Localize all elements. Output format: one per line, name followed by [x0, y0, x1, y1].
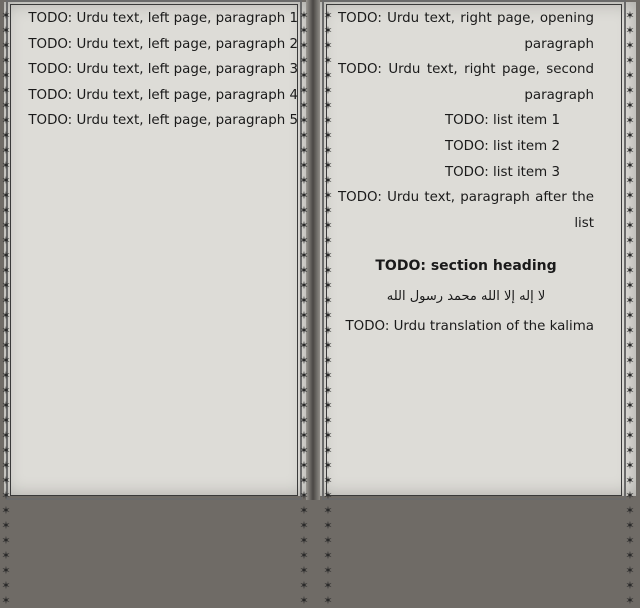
list-item: TODO: list item 3 — [444, 164, 560, 180]
paragraph: TODO: Urdu text, left page, paragraph 1 — [28, 11, 298, 26]
left-page-outer-star-border: ✶ ✶ ✶ ✶ ✶ ✶ ✶ ✶ ✶ ✶ ✶ ✶ ✶ ✶ ✶ ✶ ✶ ✶ ✶ ✶ ✶ ✶ ✶ ✶ ✶ ✶ ✶ ✶ ✶ ✶ ✶ ✶ ✶ ✶ ✶ ✶ ✶ ✶ ✶ ✶ — [1, 9, 11, 607]
paragraph: TODO: Urdu text, left page, paragraph 3 — [28, 62, 298, 78]
paragraph: TODO: Urdu text, right page, second paragraph — [338, 62, 594, 103]
left-page-text — [16, 6, 298, 496]
left-page-inner-star-border: ✶ ✶ ✶ ✶ ✶ ✶ ✶ ✶ ✶ ✶ ✶ ✶ ✶ ✶ ✶ ✶ ✶ ✶ ✶ ✶ ✶ ✶ ✶ ✶ ✶ ✶ ✶ ✶ ✶ ✶ ✶ ✶ ✶ ✶ ✶ ✶ ✶ ✶ ✶ ✶ — [299, 9, 309, 607]
section-heading: TODO: section heading — [375, 258, 557, 275]
kalima-text: لا إله إلا الله محمد رسول الله — [386, 288, 546, 304]
list-item: TODO: list item 1 — [444, 113, 560, 129]
paragraph: TODO: Urdu text, left page, paragraph 5 — [28, 113, 298, 129]
paragraph: TODO: Urdu text, right page, opening paragraph — [338, 11, 594, 52]
paragraph: TODO: Urdu text, left page, paragraph 4 — [28, 87, 298, 103]
paragraph: TODO: Urdu text, paragraph after the list — [338, 190, 594, 231]
paragraph: TODO: Urdu text, left page, paragraph 2 — [28, 36, 298, 52]
translation-paragraph: TODO: Urdu translation of the kalima — [345, 318, 594, 334]
list-item: TODO: list item 2 — [444, 138, 560, 154]
right-page-outer-star-border: ✶ ✶ ✶ ✶ ✶ ✶ ✶ ✶ ✶ ✶ ✶ ✶ ✶ ✶ ✶ ✶ ✶ ✶ ✶ ✶ ✶ ✶ ✶ ✶ ✶ ✶ ✶ ✶ ✶ ✶ ✶ ✶ ✶ ✶ ✶ ✶ ✶ ✶ ✶ ✶ — [625, 9, 635, 607]
right-page-text — [338, 6, 594, 496]
right-page-inner-star-border: ✶ ✶ ✶ ✶ ✶ ✶ ✶ ✶ ✶ ✶ ✶ ✶ ✶ ✶ ✶ ✶ ✶ ✶ ✶ ✶ ✶ ✶ ✶ ✶ ✶ ✶ ✶ ✶ ✶ ✶ ✶ ✶ ✶ ✶ ✶ ✶ ✶ ✶ ✶ ✶ — [323, 9, 333, 607]
